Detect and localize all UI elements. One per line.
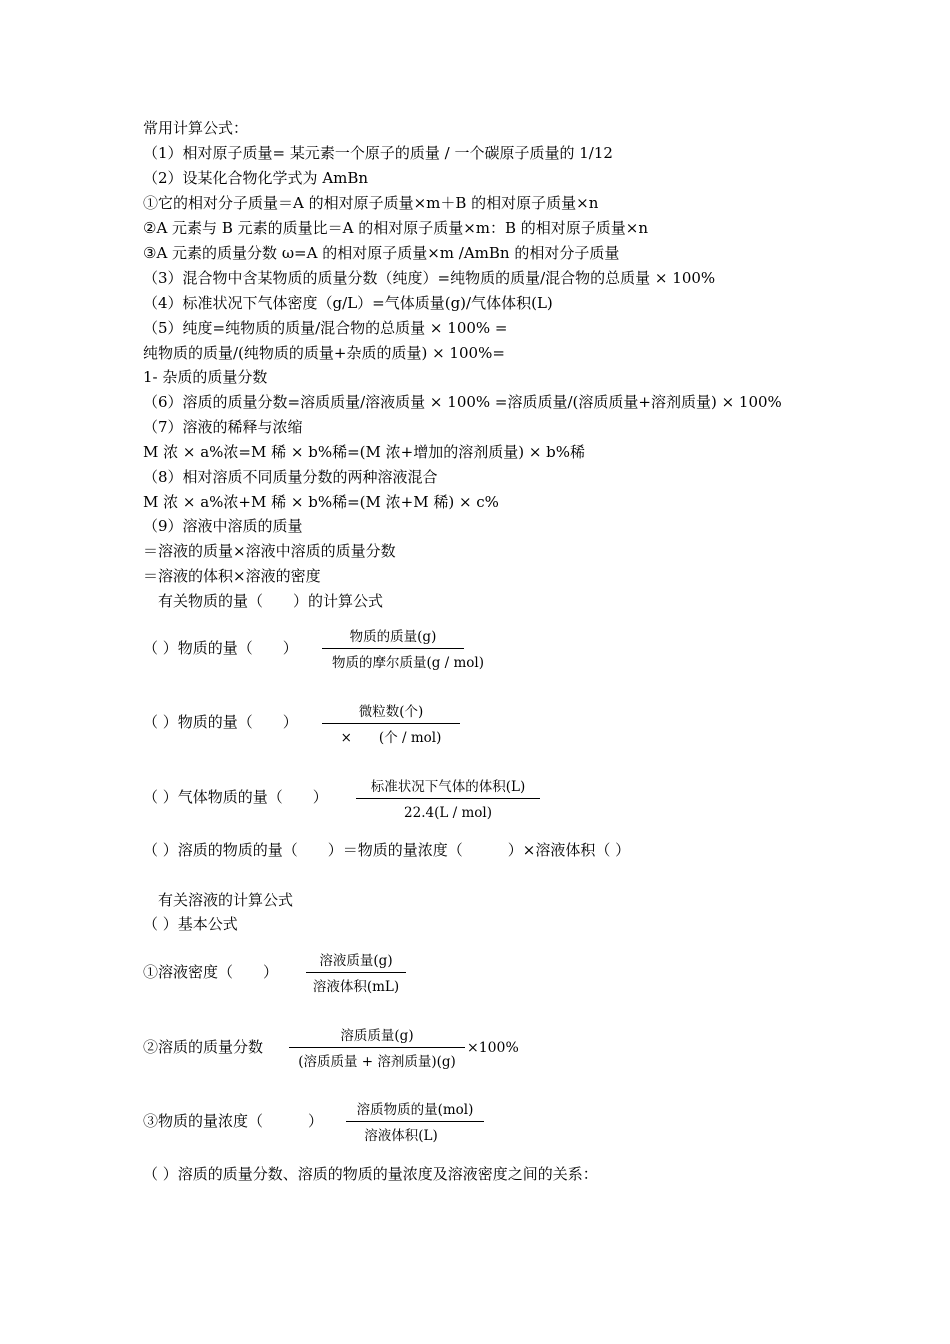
- text-line: （7）溶液的稀释与浓缩: [143, 418, 303, 436]
- text-line: （ ）溶质的质量分数、溶质的物质的量浓度及溶液密度之间的关系：: [143, 1165, 598, 1183]
- fraction-numerator: 溶液质量(g): [319, 953, 393, 969]
- text-line: （1）相对原子质量= 某元素一个原子的质量 / 一个碳原子质量的 1/12: [143, 144, 613, 162]
- fraction-bar: [322, 723, 460, 724]
- text-line: （5）纯度=纯物质的质量/混合物的总质量 × 100% =: [143, 319, 508, 337]
- fraction-numerator: 微粒数(个): [358, 704, 424, 720]
- fraction-denominator: 溶液体积(L): [364, 1128, 438, 1144]
- fraction-numerator: 标准状况下气体的体积(L): [370, 779, 526, 795]
- fraction-bar: [289, 1047, 465, 1048]
- text-line: （ ）溶质的物质的量（ ）＝物质的量浓度（ ）×溶液体积（ ）: [143, 841, 631, 859]
- text-line: （3）混合物中含某物质的质量分数（纯度）=纯物质的质量/混合物的总质量 × 100%: [143, 269, 716, 287]
- fraction-bar: [306, 972, 406, 973]
- section-heading: 有关溶液的计算公式: [143, 891, 294, 909]
- fraction-moles-gas-volume: [356, 778, 542, 822]
- fraction-moles-mass: [322, 628, 494, 672]
- text-line: 常用计算公式：: [143, 119, 249, 137]
- fraction-numerator: 物质的质量(g): [349, 629, 437, 645]
- formula-label: ①溶液密度（ ）: [143, 963, 279, 981]
- text-line: ②A 元素与 B 元素的质量比＝A 的相对原子质量×m：B 的相对原子质量×n: [143, 219, 649, 237]
- text-line: （9）溶液中溶质的质量: [143, 517, 303, 535]
- fraction-solution-density: [306, 952, 408, 996]
- formula-label: （ ）物质的量（ ）: [143, 713, 298, 731]
- fraction-numerator: 溶质质量(g): [340, 1028, 414, 1044]
- text-line: （2）设某化合物化学式为 AmBn: [143, 169, 369, 187]
- fraction-numerator: 溶质物质的量(mol): [356, 1102, 474, 1118]
- fraction-molar-concentration: [346, 1101, 486, 1145]
- fraction-suffix: ×100%: [467, 1040, 519, 1056]
- text-line: 纯物质的质量/(纯物质的质量+杂质的质量) × 100%=: [143, 344, 505, 362]
- text-line: ①它的相对分子质量＝A 的相对原子质量×m＋B 的相对原子质量×n: [143, 194, 599, 212]
- fraction-denominator: × (个 / mol): [340, 730, 442, 746]
- text-line: 1- 杂质的质量分数: [143, 368, 268, 386]
- text-line: M 浓 × a%浓=M 稀 × b%稀=(M 浓+增加的溶剂质量) × b%稀: [143, 443, 586, 461]
- formula-label: （ ）物质的量（ ）: [143, 639, 298, 657]
- fraction-bar: [322, 648, 464, 649]
- formula-label: ②溶质的质量分数: [143, 1038, 264, 1056]
- fraction-bar: [346, 1121, 484, 1122]
- fraction-denominator: 溶液体积(mL): [312, 979, 400, 995]
- formula-label: （ ）气体物质的量（ ）: [143, 788, 328, 806]
- fraction-bar: [356, 798, 540, 799]
- text-line: ③A 元素的质量分数 ω=A 的相对原子质量×m /AmBn 的相对分子质量: [143, 244, 620, 262]
- fraction-denominator: (溶质质量 + 溶剂质量)(g): [298, 1054, 456, 1070]
- fraction-denominator: 22.4(L / mol): [404, 805, 492, 821]
- text-line: （8）相对溶质不同质量分数的两种溶液混合: [143, 468, 438, 486]
- formula-label: ③物质的量浓度（ ）: [143, 1112, 324, 1130]
- text-line: （4）标准状况下气体密度（g/L）=气体质量(g)/气体体积(L): [143, 294, 553, 312]
- fraction-mass-fraction: [289, 1027, 521, 1071]
- text-line: M 浓 × a%浓+M 稀 × b%稀=(M 浓+M 稀) × c%: [143, 493, 499, 511]
- text-line: （6）溶质的质量分数=溶质质量/溶液质量 × 100% =溶质质量/(溶质质量+溶剂质量) × 100%: [143, 393, 782, 411]
- text-line: （ ）基本公式: [143, 915, 238, 933]
- text-line: ＝溶液的质量×溶液中溶质的质量分数: [143, 542, 396, 560]
- text-line: ＝溶液的体积×溶液的密度: [143, 567, 321, 585]
- fraction-denominator: 物质的摩尔质量(g / mol): [331, 655, 485, 671]
- fraction-moles-particles: [322, 703, 464, 747]
- section-heading: 有关物质的量（ ）的计算公式: [143, 592, 384, 610]
